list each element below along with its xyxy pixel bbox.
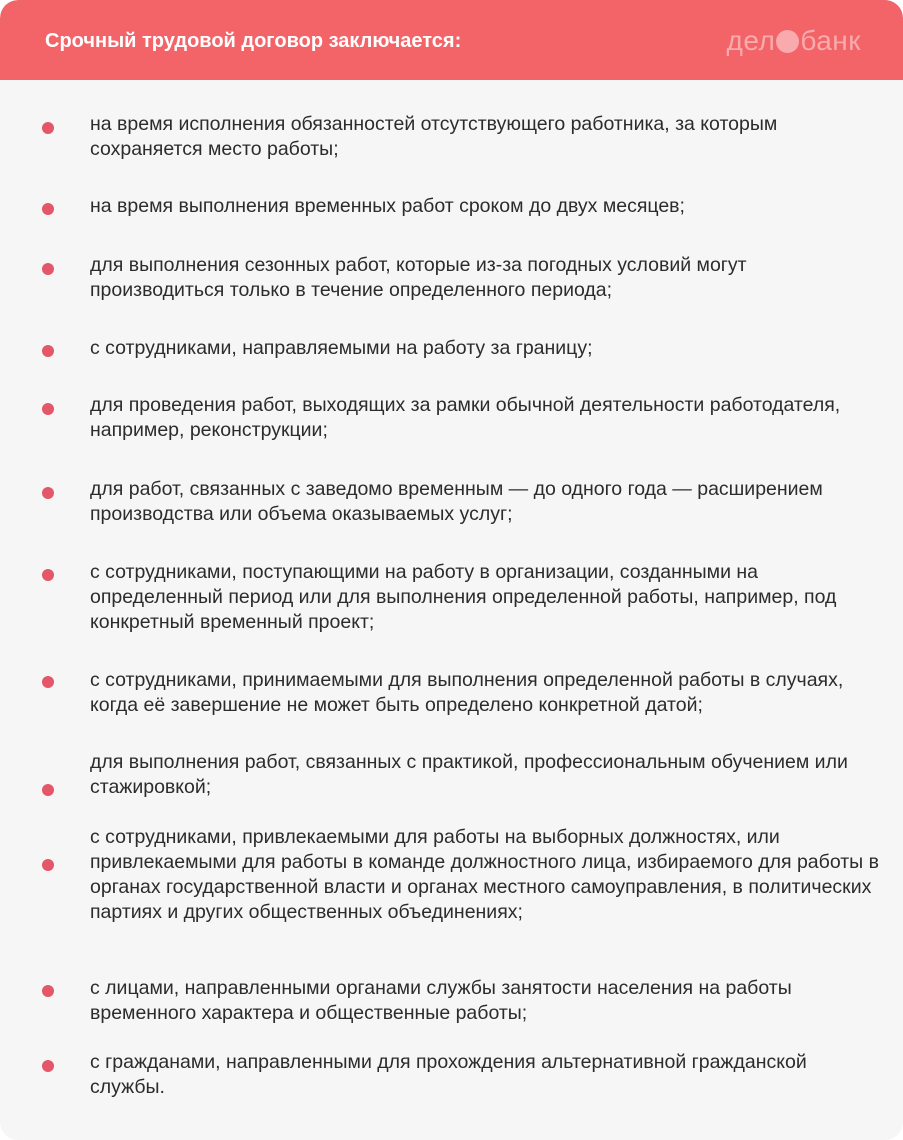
bullet-icon [42,676,54,688]
bullet-icon [42,345,54,357]
logo-dot-icon [776,30,799,53]
list-item-text: для проведения работ, выходящих за рамки обычной деятельности работодателя, например, реконструкции; [90,394,841,441]
list-item [90,560,880,635]
list-item [90,336,880,361]
list-item [90,194,880,219]
bullet-icon [42,487,54,499]
list-item-text: с сотрудниками, направляемыми на работу за границу; [90,337,593,359]
logo-text-right: банк [800,25,861,56]
list-item [90,112,880,162]
list-item [90,253,880,303]
bullet-icon [42,569,54,581]
list-item [90,976,880,1026]
card-header [0,0,903,80]
list-item-text: с лицами, направленными органами службы занятости населения на работы временного характера и общественные работы; [90,977,792,1024]
list-item-text: на время выполнения временных работ сроком до двух месяцев; [90,195,685,217]
delobank-logo [726,26,861,56]
list-item-text: с гражданами, направленными для прохождения альтернативной гражданской службы. [90,1051,807,1098]
list-item-text: с сотрудниками, принимаемыми для выполнения определенной работы в случаях, когда её завершение не может быть определено конкретной датой; [90,669,844,716]
list-item [90,750,880,800]
logo-text-left: дел [726,25,776,56]
bullet-icon [42,1060,54,1072]
list-item [90,1050,880,1100]
list-item-text: с сотрудниками, привлекаемыми для работы на выборных должностях, или привлекаемыми для работы в команде должностного лица, избираемого для работы в органах государственной власти и органах местного самоуправления, в политических партиях и других общественных объединениях; [90,826,879,923]
bullet-icon [42,784,54,796]
bullet-icon [42,203,54,215]
list-item-text: для выполнения работ, связанных с практикой, профессиональным обучением или стажировкой; [90,751,848,798]
bullet-icon [42,403,54,415]
list-item [90,825,880,925]
list-item-text: с сотрудниками, поступающими на работу в организации, созданными на определенный период или для выполнения определенной работы, например, под конкретный временный проект; [90,561,837,633]
page-title: Срочный трудовой договор заключается: [45,30,462,52]
list-item-text: на время исполнения обязанностей отсутствующего работника, за которым сохраняется место работы; [90,113,778,160]
list-item [90,668,880,718]
list-item [90,393,880,443]
bullet-icon [42,985,54,997]
bullet-icon [42,122,54,134]
bullet-icon [42,263,54,275]
list-item-text: для работ, связанных с заведомо временным — до одного года — расширением производства или объема оказываемых услуг; [90,478,823,525]
list-item [90,477,880,527]
bullet-icon [42,859,54,871]
list-item-text: для выполнения сезонных работ, которые из-за погодных условий могут производиться только в течение определенного периода; [90,254,747,301]
